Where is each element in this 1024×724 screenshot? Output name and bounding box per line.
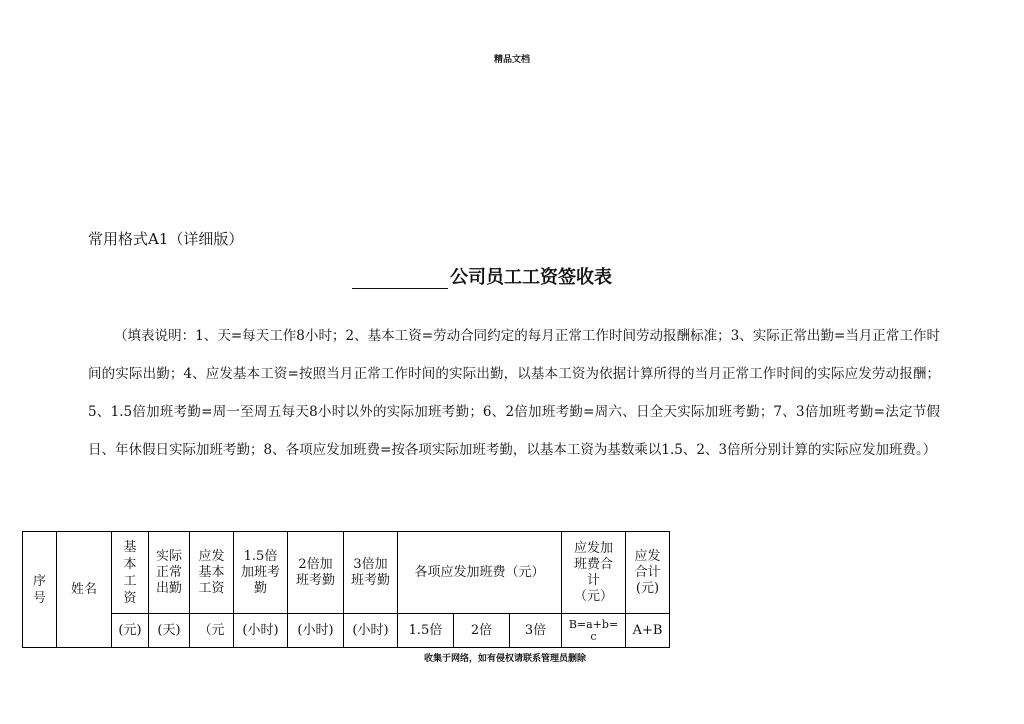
unit-ot-1-5: (小时) [234, 614, 288, 648]
header-payable-total: 应发合计(元) [626, 532, 670, 614]
header-actual-attendance: 实际正常出勤 [149, 532, 190, 614]
header-ot-pay: 各项应发加班费（元） [398, 532, 562, 614]
table-unit-row [23, 614, 670, 648]
page-header: 精品文档 [493, 55, 530, 65]
instructions-text: （填表说明：1、天=每天工作8小时；2、基本工资=劳动合同约定的每月正常工作时间劳动报酬标准；3、实际正常出勤=当月正常工作时间的实际出勤；4、应发基本工资=按照当月正常工作时间的实际出勤，以基本工资为依据计算所得的当月正常工作时间的实际应发劳动报酬；5、1.5倍加班考勤=周一至周五每天8小时以外的实际加班考勤；6、2倍加班考勤=周六、日全天实际加班考勤；7、3倍加班考勤=法定节假日、年休假日实际加班考勤；8、各项应发加班费=按各项实际加班考勤，以基本工资为基数乘以1.5、2、3倍所分别计算的实际应发加班费。） [88, 328, 940, 458]
header-ot-total: 应发加班费合计（元） [562, 532, 626, 614]
unit-ot-2: (小时) [288, 614, 344, 648]
form-title [352, 263, 612, 289]
unit-ot-pay-2: 2倍 [454, 614, 510, 648]
header-base-salary: 基本工资 [112, 532, 149, 614]
header-payable-base: 应发基本工资 [190, 532, 234, 614]
unit-payable-total: A+B [626, 614, 670, 648]
page-footer: 收集于网络，如有侵权请联系管理员删除 [424, 654, 587, 664]
unit-ot-total: B=a+b=c [562, 614, 626, 648]
header-ot-1-5: 1.5倍加班考勤 [234, 532, 288, 614]
header-ot-3: 3倍加班考勤 [344, 532, 398, 614]
company-name-blank[interactable] [352, 270, 448, 289]
unit-ot-pay-3: 3倍 [510, 614, 562, 648]
fill-instructions [88, 317, 940, 469]
unit-ot-pay-1-5: 1.5倍 [398, 614, 454, 648]
unit-base-salary: (元) [112, 614, 149, 648]
form-title-text: 公司员工工资签收表 [450, 267, 612, 288]
header-name: 姓名 [57, 532, 112, 648]
format-subtitle: 常用格式A1（详细版） [88, 230, 244, 248]
salary-receipt-table [22, 531, 670, 648]
header-ot-2: 2倍加班考勤 [288, 532, 344, 614]
unit-actual-attendance: (天) [149, 614, 190, 648]
header-seq: 序号 [23, 532, 57, 648]
unit-payable-base: （元 [190, 614, 234, 648]
table-header-row [23, 532, 670, 614]
unit-ot-3: (小时) [344, 614, 398, 648]
